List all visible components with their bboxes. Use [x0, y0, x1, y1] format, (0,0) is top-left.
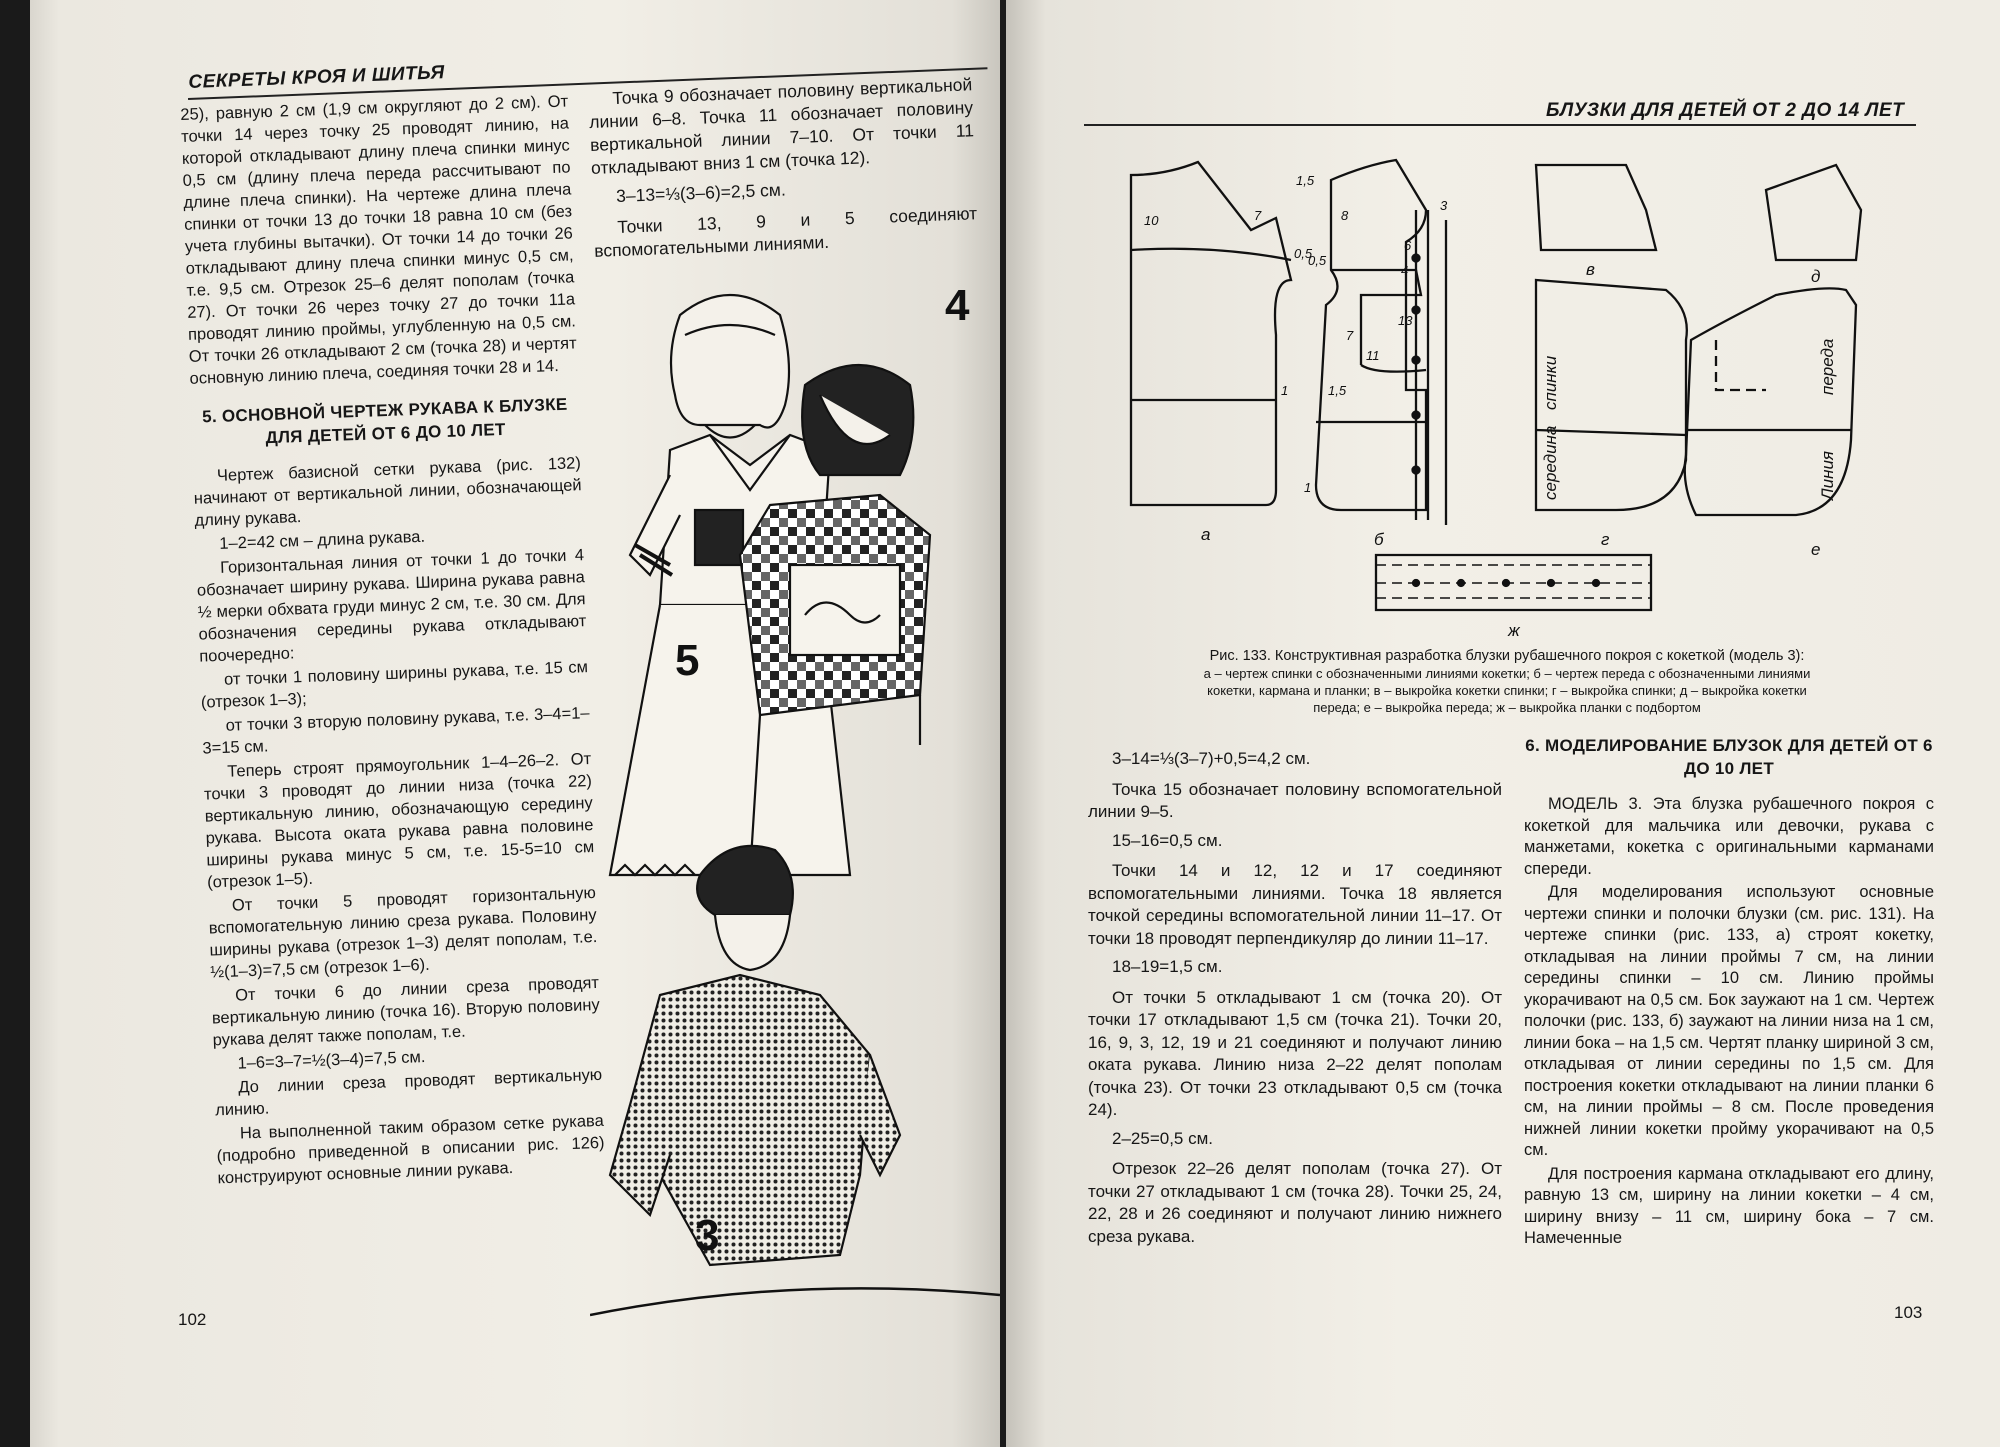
paragraph: 25), равную 2 см (1,9 см округляют до 2 см). От точки 14 через точку 25 проводят линию, на которой откладывают длину плеча спинки минус 0,5 см (длину плеча переда рассчитывают по длине плеча спинки). На чертеже длина плеча спинки от точки 13 до точки 18 равна 10 см (без учета глубины вытачки). От точки 14 до точки 26 откладывают длину плеча спинки минус 0,5 см, т.е. 9,5 см. Отрезок 25–6 делят пополам (точка 27). От точки 26 через точку 27 до точки 11а проводят линию проймы, углубленную на 0,5 см. От точки 26 откладывают 2 см (точка 28) и чертят основную линию плеча, соединяя точки 28 и 14.: [180, 92, 577, 388]
diagram-letter: д: [1811, 267, 1821, 286]
diagram-letter: е: [1811, 540, 1821, 559]
diagram-label: 13: [1398, 313, 1413, 328]
diagram-letter: в: [1586, 260, 1595, 279]
formula: 3–13=⅓(3–6)=2,5 см.: [615, 179, 787, 206]
diagram-label: 1,5: [1296, 173, 1315, 188]
diagram-label: 11: [1366, 348, 1380, 363]
paragraph: Точки 14 и 12, 12 и 17 соединяют вспомогательными линиями. Точка 18 является точкой середины вспомогательной линии 11–17. От точки 18 проводят перпендикуляр до линии 11–17.: [1088, 861, 1502, 948]
diagram-label: 7: [1346, 328, 1354, 343]
paragraph: Отрезок 22–26 делят пополам (точка 27). От точки 27 откладывают 1 см (точка 28). Точки 25, 24, 22, 28 и 26 соединяют и получают линию нижнего среза рукава.: [1088, 1159, 1502, 1246]
paragraph: На выполненной таким образом сетке рукава (подробно приведенной в описании рис. 126) конструируют основные линии рукава.: [216, 1111, 605, 1188]
diagram-letter: а: [1201, 525, 1211, 544]
paragraph: от точки 1 половину ширины рукава, т.е. 15 см (отрезок 1–3);: [200, 658, 589, 712]
diagram-label: 7: [1254, 208, 1262, 223]
diagram-label: 4: [1401, 263, 1409, 278]
left-running-header: СЕКРЕТЫ КРОЯ И ШИТЬЯ: [188, 62, 446, 93]
paragraph: Чертеж базисной сетки рукава (рис. 132) начинают от вертикальной линии, обозначающей длину рукава.: [193, 454, 582, 530]
paragraph: От точки 6 до линии среза проводят вертикальную линию (точка 16). Вторую половину рукава делят также пополам, т.е.: [211, 973, 601, 1050]
formula: 1–2=42 см – длина рукава.: [219, 527, 426, 553]
diagram-label: 10: [1144, 213, 1159, 228]
paragraph: Теперь строят прямоугольник 1–4–26–2. От точки 3 проводят до линии низа (точка 22) вертикальную линию, обозначающую середину рукава. Высота оката рукава равна половине ширины рукава минус 5 см, т.е. 15-5=10 см (отрезок 1–5).: [203, 750, 595, 892]
diagram-text: спинки: [1541, 355, 1560, 410]
diagram-label: 1,5: [1328, 383, 1347, 398]
paragraph: Для построения кармана откладывают его длину, равную 13 см, ширину на линии кокетки – 4 см, ширину внизу – 11 см, ширину бока – 7 см. Намеченные: [1524, 1164, 1934, 1247]
left-text-column-1: [180, 90, 606, 1191]
caption-line: переда; е – выкройка переда; ж – выкройка планки с подбортом: [1313, 700, 1701, 715]
caption-line: кокетки, кармана и планки; в – выкройка кокетки спинки; г – выкройка спинки; д – выкройка кокетки: [1207, 683, 1807, 698]
paragraph: Точка 15 обозначает половину вспомогательной линии 9–5.: [1088, 779, 1502, 821]
section-heading: 5. ОСНОВНОЙ ЧЕРТЕЖ РУКАВА К БЛУЗКЕ ДЛЯ ДЕТЕЙ ОТ 6 ДО 10 ЛЕТ: [201, 394, 568, 448]
diagram-label: 1: [1281, 383, 1289, 398]
formula: 1–6=3–7=½(3–4)=7,5 см.: [237, 1048, 426, 1073]
right-text-column-1: [1088, 742, 1502, 1250]
children-illustration: [590, 275, 1000, 1335]
page-number: 102: [178, 1310, 207, 1329]
illustration-number: 5: [675, 636, 700, 685]
paragraph: От точки 5 проводят горизонтальную вспомогательную линию среза рукава. Половину ширины рукава (отрезок 1–3) делят пополам, т.е. ½(1–3)=7,5 см (отрезок 1–6).: [208, 883, 598, 982]
diagram-label: 0,5: [1308, 253, 1327, 268]
right-running-header: БЛУЗКИ ДЛЯ ДЕТЕЙ ОТ 2 ДО 14 ЛЕТ: [1546, 100, 1905, 121]
formula: 2–25=0,5 см.: [1112, 1128, 1214, 1148]
illustration-number: 3: [695, 1211, 720, 1260]
diagram-letter: б: [1374, 530, 1384, 549]
section-heading: 6. МОДЕЛИРОВАНИЕ БЛУЗОК ДЛЯ ДЕТЕЙ ОТ 6 ДО 10 ЛЕТ: [1525, 736, 1933, 778]
left-page: [30, 0, 1000, 1447]
left-text-column-2: [588, 73, 979, 265]
diagram-label: 3: [1440, 198, 1448, 213]
diagram-text: переда: [1818, 338, 1837, 395]
paragraph: МОДЕЛЬ 3. Эта блузка рубашечного покроя с кокеткой для мальчика или девочки, рукава с манжетами, кокетка с оригинальными карманами спереди.: [1524, 795, 1934, 878]
caption-title: Рис. 133. Конструктивная разработка блузки рубашечного покроя с кокеткой (модель 3):: [1209, 648, 1805, 664]
diagram-label: 0,5: [1294, 246, 1313, 261]
paragraph: Точка 9 обозначает половину вертикальной линии 6–8. Точка 11 обозначает половину вертикальной линии 7–10. От точки 11 откладывают вниз 1 см (точка 12).: [588, 74, 975, 178]
diagram-label: 1: [1304, 480, 1312, 495]
diagram-label: 8: [1341, 208, 1349, 223]
right-text-column-2: [1524, 730, 1934, 1252]
formula: 3–14=⅓(3–7)+0,5=4,2 см.: [1112, 749, 1311, 768]
formula: 18–19=1,5 см.: [1112, 957, 1223, 976]
paragraph: Для моделирования используют основные чертежи спинки и полочки блузки (см. рис. 131). На чертеже спинки (рис. 133, а) строят кокетку, откладывая на линии проймы 7 см, на линии середины спинки – 10 см. Линию проймы укорачивают на 0,5 см. Бок заужают на 1 см. Чертеж полочки (рис. 133, б) заужают на линии низа на 1 см, линии бока – на 1,5 см. Чертят планку шириной 3 см, откладывая от линии середины по 1,5 см. Для построения кокетки откладывают на линии планки 6 см, на линии проймы – 8 см. После проведения нижней линии кокетки пройму укорачивают на 0,5 см.: [1524, 883, 1934, 1159]
right-header-rule: [1084, 124, 1916, 126]
diagram-text: середина: [1541, 425, 1560, 500]
figure-caption: [1092, 648, 1922, 716]
caption-line: а – чертеж спинки с обозначенными линиями кокетки; б – чертеж переда с обозначенными линиями: [1203, 666, 1811, 681]
paragraph: От точки 5 откладывают 1 см (точка 20). От точки 17 откладывают 1,5 см (точка 21). Точки 20, 16, 9, 3, 12, 19 и 21 соединяют и получают линию оката рукава. Линию низа 2–22 делят пополам (точка 23). От точки 23 откладывают 0,5 см (точка 24).: [1088, 987, 1502, 1119]
diagram-text: Линия: [1818, 451, 1837, 500]
paragraph: Точки 13, 9 и 5 соединяют вспомогательными линиями.: [593, 203, 978, 261]
paragraph: Горизонтальная линия от точки 1 до точки 4 обозначает ширину рукава. Ширина рукава равна ½ мерки обхвата груди минус 2 см, т.е. 30 см. Для обозначения середины рукава откладывают поочередно:: [196, 546, 587, 666]
paragraph: от точки 3 вторую половину рукава, т.е. 3–4=1–3=15 см.: [202, 704, 590, 758]
formula: 15–16=0,5 см.: [1112, 830, 1223, 850]
right-page: [1006, 0, 2000, 1447]
diagram-letter: ж: [1508, 621, 1520, 640]
paragraph: До линии среза проводят вертикальную линию.: [214, 1065, 603, 1120]
pattern-diagram: [1076, 140, 1956, 640]
diagram-label: 6: [1404, 238, 1412, 253]
page-number: 103: [1894, 1303, 1923, 1322]
illustration-number: 4: [945, 281, 970, 330]
diagram-letter: г: [1601, 530, 1610, 549]
